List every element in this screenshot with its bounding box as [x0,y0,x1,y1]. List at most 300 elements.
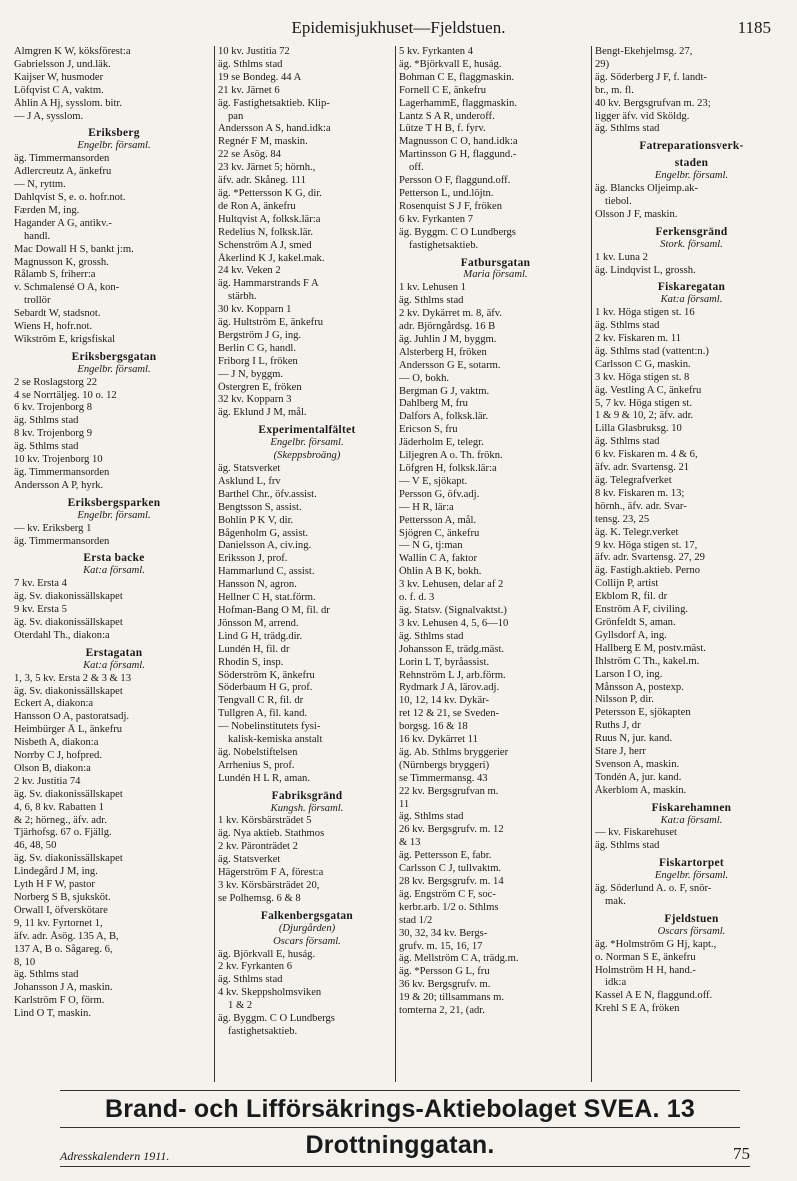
directory-entry: Alsterberg H, fröken [399,346,487,358]
directory-entry: 2 kv. Justitia 74 [14,775,81,787]
directory-entry: äg. Statsv. (Signalvaktst.) [399,604,507,616]
directory-entry: Johansson J A, maskin. [14,982,113,994]
directory-entry: 1 & 2 [228,1000,253,1012]
directory-entry: äg. Sthlms stad [595,840,660,852]
directory-entry: 1 kv. Körsbärsträdet 5 [218,815,312,827]
directory-entry: trollör [24,295,51,307]
directory-entry: äg. Statsverket [218,463,281,474]
directory-entry: Nilsson P, dir. [595,694,654,706]
directory-entry: Lindegård J M, ing. [14,866,98,878]
directory-entry: äg. Söderberg J F, f. landt- [595,71,707,83]
directory-entry: Oterdahl Th., diakon:a [14,629,110,641]
directory-entry: Söderström K, änkefru [218,669,315,681]
directory-entry: Lütze T H B, f. fyrv. [399,123,486,135]
street-heading: Ersta backe [83,552,145,565]
street-heading: Fatreparationsverk- [639,140,744,153]
directory-entry: äg. Juhlin J M, byggm. [399,333,497,345]
directory-entry: äg. Sv. diakonissällskapet [14,591,123,603]
directory-entry: Rhodin S, insp. [218,656,284,668]
directory-entry: 22 kv. Bergsgrufvan m. [399,785,499,797]
directory-entry: fastighetsaktieb. [228,1025,298,1037]
directory-entry: 1 kv. Luna 2 [595,251,648,263]
directory-entry: Lundén H L R, aman. [218,772,310,784]
directory-entry: äg. Sv. diakonissällskapet [14,853,123,865]
street-heading: Ferkensgränd [655,225,728,238]
directory-entry: mak. [605,896,626,907]
directory-entry: Hägerström F A, förest:a [218,867,324,879]
directory-entry: Larson I O, ing. [595,668,663,680]
directory-entry: v. Schmalensé O A, kon- [14,282,120,294]
directory-entry: Åhlin A Hj, sysslom. bitr. [14,97,123,109]
street-heading: Fiskarehamnen [651,801,732,814]
parish-label: Oscars församl. [273,935,341,947]
directory-entry: — O, bokh. [399,372,450,384]
directory-entry: br., m. fl. [595,84,634,96]
directory-entry: 8, 10 [14,956,36,968]
directory-entry: Heimbürger Å L, änkefru [14,724,123,736]
directory-entry: Wiens H, hofr.not. [14,321,93,333]
directory-entry: stad 1/2 [399,914,433,926]
directory-entry: idk:a [605,977,627,989]
street-heading: Eriksbergsparken [67,496,161,509]
directory-entry: Mac Dowall H S, bankt j:m. [14,243,134,255]
directory-column-3 [395,46,592,1082]
parish-label: (Djurgården) [278,922,336,934]
directory-entry: 24 kv. Veken 2 [218,265,281,277]
directory-entry: 4, 6, 8 kv. Rabatten 1 [14,801,104,813]
directory-entry: tomterna 2, 21, (adr. [399,1005,485,1017]
running-title: Epidemisjukhuset—Fjeldstuen. [291,18,506,37]
directory-entry: äg. Fastigh.aktieb. Perno [595,565,701,577]
directory-entry: äg. Sthlms stad [595,436,660,448]
directory-entry: 3 kv. Lehusen, delar af 2 [399,579,504,591]
directory-entry: — J N, byggm. [218,368,284,380]
directory-entry: Löfqvist C A, vaktm. [14,84,104,96]
parish-label: Kat:a församl. [83,659,145,671]
directory-column-4 [591,46,788,1082]
directory-entry: äg. Engström C F, soc- [399,888,496,900]
directory-entry: Hansson O A, pastoratsadj. [14,711,130,723]
directory-entry: 1 kv. Höga stigen st. 16 [595,307,695,319]
directory-entry: äg. K. Telegr.verket [595,526,679,538]
folio-number: 75 [733,1144,750,1163]
directory-entry: Arrhenius S, prof. [218,759,295,771]
directory-entry: 1 kv. Lehusen 1 [399,282,466,294]
directory-entry: — Nobelinstitutets fysi- [218,721,321,733]
directory-entry: 6 kv. Fiskaren m. 4 & 6, [595,449,698,461]
directory-entry: Dahlberg M, fru [399,398,468,410]
directory-entry: Bergström J G, ing. [218,329,302,341]
directory-entry: äg. Nobelstiftelsen [218,746,298,758]
directory-columns [14,46,784,1082]
parish-label: Kat:a församl. [660,294,723,306]
directory-entry: 5 kv. Fyrkanten 4 [399,46,474,57]
parish-label: Stork. församl. [660,238,723,250]
directory-entry: handl. [24,230,51,242]
directory-entry: & 13 [399,837,421,849]
directory-entry: Almgren K W, köksförest:a [14,46,131,57]
directory-entry: äg. Blancks Oljeimp.ak- [595,183,698,195]
directory-entry: äg. Sthlms stad [218,974,283,986]
directory-entry: Collijn P, artist [595,578,659,590]
street-heading: Erstagatan [85,646,143,659]
directory-entry: äg. Byggm. C O Lundbergs [218,1013,335,1025]
directory-entry: Færden M, ing. [14,204,80,216]
directory-entry: äg. *Pettersson K G, dir. [218,187,322,199]
directory-entry: 19 & 20; tillsammans m. [399,992,505,1004]
directory-entry: äg. Byggm. C O Lundbergs [399,226,516,238]
advertisement-banner: Brand- och Lifförsäkrings-Aktiebolaget SVEA. 13 Drottninggatan. [60,1090,740,1128]
directory-entry: Liljegren A o. Th. frökn. [399,450,503,462]
directory-entry: Kassel A E N, flaggund.off. [595,990,713,1002]
directory-entry: Magnusson C O, hand.idk:a [399,136,518,148]
directory-entry: fastighetsaktieb. [409,239,479,251]
directory-entry: äg. Sthlms stad [399,811,464,823]
directory-entry: Hultqvist A, folksk.lär:a [218,213,321,225]
directory-entry: 30 kv. Kopparn 1 [218,304,292,316]
directory-entry: Tondén A, jur. kand. [595,771,682,783]
directory-entry: äg. *Björkvall E, huság. [399,58,502,70]
directory-entry: 9 kv. Ersta 5 [14,604,67,616]
directory-entry: Åkerlind K J, kakel.mak. [218,252,325,264]
directory-entry: Wallin C A, faktor [399,553,477,565]
directory-entry: 3 kv. Körsbärsträdet 20, [218,880,320,891]
directory-entry: äg. Statsverket [218,854,281,866]
directory-entry: 29) [595,58,610,70]
directory-entry: Tjärhofsg. 67 o. Fjällg. [14,827,112,839]
directory-entry: Carlsson C G, maskin. [595,358,691,370]
directory-entry: kerbr.arb. 1/2 o. Sthlms [399,901,499,913]
directory-entry: (Nürnbergs bryggeri) [399,759,490,771]
directory-entry: 6 kv. Fyrkanten 7 [399,213,474,225]
directory-entry: 8 kv. Trojenborg 9 [14,428,92,440]
directory-entry: Bergman G J, vaktm. [399,385,490,397]
directory-entry: Norrby C J, hofpred. [14,750,102,762]
directory-entry: äg. Sv. diakonissällskapet [14,685,123,697]
directory-entry: äg. Söderlund A. o. F, snör- [595,883,712,895]
directory-entry: stärbh. [228,291,257,303]
directory-entry: Enström A F, civiling. [595,604,689,616]
directory-entry: Åkerblom A, maskin. [595,784,687,796]
directory-entry: 19 se Bondeg. 44 A [218,71,302,83]
directory-entry: ligger äfv. vid Sköldg. [595,110,690,122]
directory-entry: äg. Vestling A C, änkefru [595,384,702,396]
directory-entry: 137 A, B o. Sågareg. 6, [14,943,113,955]
directory-entry: äfv. adr. Skåneg. 111 [218,175,306,187]
street-heading: Fiskartorpet [659,857,724,870]
directory-entry: 21 kv. Järnet 6 [218,84,280,96]
street-heading: Falkenbergsgatan [260,909,354,922]
directory-entry: äg. Sthlms stad [399,630,464,642]
publication-imprint: Adresskalendern 1911. [60,1149,170,1163]
directory-entry: 28 kv. Bergsgrufv. m. 14 [399,876,504,887]
parish-label: Kat:a församl. [83,565,145,577]
parish-label: Kat:a församl. [660,814,723,826]
directory-entry: Ericson S, fru [399,424,458,436]
directory-entry: 36 kv. Bergsgrufv. m. [399,979,491,991]
directory-entry: äg. Timmermansorden [14,467,110,478]
street-heading: staden [674,157,709,170]
page-header [0,18,797,42]
directory-entry: — N G, tj:man [399,540,463,552]
directory-entry: 6 kv. Trojenborg 8 [14,402,92,414]
directory-entry: tensg. 23, 25 [595,513,650,525]
directory-entry: Andersson A P, hyrk. [14,479,104,491]
directory-entry: Krehl S E A, fröken [595,1003,680,1015]
directory-entry: 22 se Åsög. 84 [218,149,281,161]
directory-entry: Lyth H F W, pastor [14,879,95,891]
directory-entry: Bengt-Ekehjelmsg. 27, [595,46,693,57]
directory-entry: äg. Sthlms stad [14,441,79,453]
directory-entry: 10, 12, 14 kv. Dykär- [399,695,490,707]
street-heading: Fabriksgränd [271,789,343,802]
directory-entry: Dahlqvist S, e. o. hofr.not. [14,191,126,203]
directory-entry: äg. Björkvall E, huság. [218,948,316,960]
directory-entry: äg. Sv. diakonissällskapet [14,616,123,628]
directory-entry: — N, ryttm. [14,179,66,191]
parish-label: Engelbr. församl. [654,870,729,882]
directory-entry: äfv. adr. Svartensg. 27, 29 [595,552,705,564]
directory-entry: Carlsson C J, tullvaktm. [399,863,502,875]
directory-entry: 5, 7 kv. Höga stigen st. [595,397,693,409]
directory-entry: & 2; hörneg., äfv. adr. [14,814,107,826]
directory-entry: 4 se Norrtäljeg. 10 o. 12 [14,389,117,401]
directory-entry: Olson B, diakon:a [14,762,91,774]
directory-entry: Lind G H, trädg.dir. [218,630,303,642]
directory-entry: Ihlström C Th., kakel.m. [595,655,700,667]
directory-entry: 4 kv. Skeppsholmsviken [218,987,322,999]
directory-entry: 2 kv. Päronträdet 2 [218,841,298,853]
directory-entry: Andersson G E, sotarm. [399,359,501,371]
directory-entry: tiebol. [605,195,632,207]
directory-entry: 46, 48, 50 [14,840,57,852]
parish-label: Engelbr. församl. [654,170,729,182]
directory-entry: Öhlin A B K, bokh. [399,566,482,578]
directory-entry: Hagander A G, antikv.- [14,217,112,229]
directory-entry: Danielsson A, civ.ing. [218,540,312,552]
directory-entry: Martinsson G H, flaggund.- [399,149,517,161]
directory-entry: Adlercreutz A, änkefru [14,166,112,178]
directory-entry: Stare J, herr [595,746,646,758]
directory-entry: Löfgren H, folksk.lär:a [399,463,497,474]
directory-entry: äg. Timmermansorden [14,535,110,547]
directory-entry: de Ron A, änkefru [218,200,296,212]
directory-entry: se Timmermansg. 43 [399,772,488,784]
directory-entry: Lilla Glasbruksg. 10 [595,423,682,435]
directory-entry: Pettersson A, mål. [399,514,477,526]
directory-entry: — V E, sjökapt. [399,475,468,487]
directory-entry: o. f. d. 3 [399,592,435,604]
directory-entry: äg. Sthlms stad [595,123,660,135]
directory-entry: äg. Ab. Sthlms bryggerier [399,746,509,758]
street-heading: Fjeldstuen [664,912,719,925]
directory-entry: hörnh., äfv. adr. Svar- [595,500,687,512]
directory-entry: äg. Fastighetsaktieb. Klip- [218,97,330,109]
directory-entry: LagerhammE, flaggmaskin. [399,97,517,109]
directory-entry: Norberg S B, sjuksköt. [14,892,111,903]
parish-label: Engelbr. församl. [270,437,344,449]
directory-entry: o. Norman S E, änkefru [595,951,696,963]
directory-entry: Wikström E, krigsfiskal [14,333,116,345]
directory-entry: Örwall I, öfverskötare [14,904,108,916]
directory-entry: Rosenquist S J F, fröken [399,200,503,212]
page-footer [60,1140,750,1167]
directory-entry: Sebardt W, stadsnot. [14,308,101,320]
directory-entry: pan [228,110,244,122]
page-number: 1185 [737,18,771,37]
directory-entry: 2 se Roslagstorg 22 [14,376,98,388]
directory-entry: 2 kv. Fyrkanten 6 [218,961,293,973]
directory-entry: Barthel Chr., öfv.assist. [218,488,317,500]
directory-entry: Rydmark J A, lärov.adj. [399,682,500,694]
directory-entry: äg. Sv. diakonissällskapet [14,788,123,800]
street-heading: Fiskaregatan [657,281,726,294]
directory-entry: äg. *Persson G L, fru [399,966,490,978]
directory-entry: Jönsson M, arrend. [218,617,299,629]
directory-entry: 2 kv. Fiskaren m. 11 [595,333,682,345]
directory-entry: Hallberg E M, postv.mäst. [595,642,706,654]
directory-entry: Magnusson K, grossh. [14,256,109,268]
directory-entry: grufv. m. 15, 16, 17 [399,940,483,952]
directory-entry: Dalfors A, folksk.lär. [399,411,489,423]
parish-label: Engelbr. församl. [77,509,151,521]
directory-column-2 [214,46,396,1082]
directory-entry: Persson G, öfv.adj. [399,488,480,500]
directory-entry: Petersson E, sjökapten [595,707,691,719]
directory-entry: 16 kv. Dykärret 11 [399,734,478,746]
directory-entry: Karlström F O, förm. [14,995,105,1007]
directory-entry: Holmström H H, hand.- [595,964,696,976]
directory-entry: Lind O T, maskin. [14,1008,91,1020]
directory-entry: äg. Hammarstrands F A [218,278,319,290]
directory-entry: Nisbeth A, diakon:a [14,737,99,749]
directory-entry: Olsson J F, maskin. [595,208,678,220]
directory-entry: Hammarlund C, assist. [218,566,315,578]
directory-entry: Schenström A J, smed [218,239,312,251]
directory-entry: 32 kv. Kopparn 3 [218,394,292,406]
directory-entry: 1, 3, 5 kv. Ersta 2 & 3 & 13 [14,672,132,684]
directory-entry: — J A, sysslom. [14,110,84,122]
directory-entry: 9 kv. Höga stigen st. 17, [595,539,698,551]
directory-entry: äg. Sthlms stad [14,415,79,427]
directory-entry: Lorin L T, byråassist. [399,656,490,668]
directory-entry: Rålamb S, friherr:a [14,269,96,281]
directory-entry: Östergren E, fröken [218,381,302,393]
directory-entry: Gabrielsson J, und.läk. [14,58,111,70]
directory-entry: äg. Sthlms stad [14,969,79,981]
directory-entry: 2 kv. Dykärret m. 8, äfv. [399,308,503,320]
street-heading: Fatbursgatan [460,256,531,269]
parish-label: Engelbr. församl. [77,363,151,375]
street-heading: Eriksbergsgatan [71,350,157,363]
directory-entry: Jäderholm E, telegr. [399,437,484,449]
directory-entry: Lantz S A R, underoff. [399,110,495,122]
directory-entry: Gyllsdorf A, ing. [595,629,667,641]
directory-entry: Svenson A, maskin. [595,758,680,770]
directory-entry: Rehnström L J, arb.förm. [399,669,506,681]
directory-entry: Tullgren A, fil. kand. [218,708,308,720]
directory-entry: kalisk-kemiska anstalt [228,734,323,746]
directory-entry: Kaijser W, husmoder [14,71,104,83]
directory-entry: Asklund L, frv [218,475,281,487]
directory-entry: — kv. Fiskarehuset [595,827,677,839]
directory-entry: äg. Nya aktieb. Stathmos [218,828,325,840]
directory-entry: 1 & 9 & 10, 2; äfv. adr. [595,410,694,422]
directory-column-1 [14,46,214,1082]
directory-entry: 30, 32, 34 kv. Bergs- [399,927,488,939]
directory-entry: off. [409,162,424,174]
directory-entry: Eriksson J, prof. [218,553,288,565]
directory-entry: Bohlin P K V, dir. [218,514,294,526]
directory-entry: äg. Hultström E, änkefru [218,317,324,329]
directory-entry: äg. Timmermansorden [14,153,110,165]
directory-entry: äfv. adr. Åsög. 135 A, B, [14,930,119,942]
directory-entry: äg. Pettersson E, fabr. [399,850,492,862]
street-heading: Eriksberg [88,127,140,140]
directory-entry: Berlin C G, handl. [218,342,296,354]
parish-label: Kungsh. församl. [270,802,344,814]
parish-label: (Skeppsbroäng) [273,450,341,462]
directory-entry: äg. Mellström C A, trädg.m. [399,953,519,965]
directory-entry: Sjögren C, änkefru [399,527,480,539]
parish-label: Oscars församl. [657,925,726,937]
directory-entry: äg. Sthlms stad (vattent:n.) [595,345,709,357]
directory-entry: Redelius N, folksk.lär. [218,226,314,238]
directory-entry: Ruus N, jur. kand. [595,733,673,745]
directory-entry: äfv. adr. Svartensg. 21 [595,462,690,474]
directory-entry: äg. Sthlms stad [399,295,464,307]
directory-entry: äg. Lindqvist L, grossh. [595,264,696,276]
directory-entry: Regnér F M, maskin. [218,136,308,148]
directory-entry: äg. Sthlms stad [218,58,283,70]
directory-entry: äg. *Holmström G Hj, kapt., [595,938,717,950]
directory-entry: 10 kv. Justitia 72 [218,46,290,57]
directory-entry: Tengvall C R, fil. dr [218,695,304,707]
directory-entry: Lundén H, fil. dr [218,643,290,655]
directory-entry: Petterson L, und.löjtn. [399,187,494,199]
directory-entry: 7 kv. Ersta 4 [14,578,67,590]
directory-entry: 9, 11 kv. Fyrtornet 1, [14,917,103,929]
parish-label: Engelbr. församl. [77,140,151,152]
directory-entry: borgsg. 16 & 18 [399,721,468,733]
directory-entry: Månsson A, postexp. [595,681,684,693]
street-heading: Experimentalfältet [258,424,356,437]
directory-entry: Ruths J, dr [595,720,641,732]
directory-entry: 11 [399,798,410,810]
directory-entry: Persson O F, flaggund.off. [399,175,511,187]
parish-label: Maria församl. [463,269,528,281]
directory-entry: — kv. Eriksberg 1 [14,522,92,534]
directory-entry: Grönfeldt S, aman. [595,616,676,628]
directory-entry: ret 12 & 21, se Sveden- [399,708,500,720]
directory-entry: Eckert A, diakon:a [14,698,94,710]
directory-entry: Friborg I L, fröken [218,355,298,367]
directory-entry: Bohman C E, flaggmaskin. [399,71,515,83]
directory-entry: 3 kv. Höga stigen st. 8 [595,371,690,383]
directory-entry: 40 kv. Bergsgrufvan m. 23; [595,97,711,109]
directory-entry: adr. Björngårdsg. 16 B [399,321,496,333]
directory-entry: Hellner C H, stat.förm. [218,592,316,604]
directory-entry: äg. Telegrafverket [595,475,672,486]
directory-entry: 10 kv. Trojenborg 10 [14,454,103,466]
directory-entry: se Polhemsg. 6 & 8 [218,892,301,904]
directory-entry: Johansson E, trädg.mäst. [399,643,505,655]
directory-entry: äg. Eklund J M, mål. [218,407,307,419]
directory-entry: Bågenholm G, assist. [218,527,309,539]
directory-entry: Fornell C E, änkefru [399,84,487,96]
directory-entry: 3 kv. Lehusen 4, 5, 6—10 [399,617,509,629]
directory-entry: 8 kv. Fiskaren m. 13; [595,487,685,499]
